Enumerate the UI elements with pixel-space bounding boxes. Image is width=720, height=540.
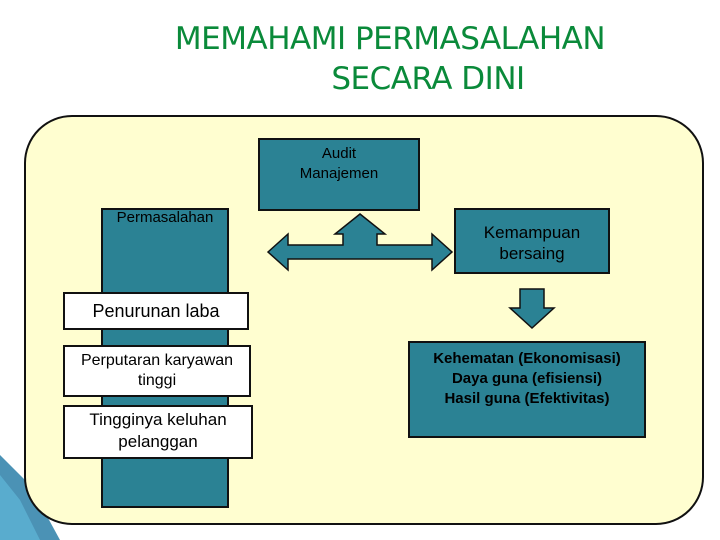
kemampuan-bersaing-box [454,208,610,274]
kemampuan-line1: Kemampuan [483,223,581,242]
penurunan-laba-box: Penurunan laba [63,292,249,330]
slide-title-line2: SECARA DINI [331,61,525,97]
kehematan-line2: Daya guna (efisiensi) [451,370,603,387]
keluhan-pelanggan-box [63,405,253,459]
kehematan-line1: Kehematan (Ekonomisasi) [433,350,621,367]
audit-line2: Manajemen [299,165,379,182]
down-arrow [508,288,556,330]
three-way-arrow [268,212,453,282]
permasalahan-label: Permasalahan [116,209,214,226]
audit-line1: Audit [321,145,357,162]
keluhan-line2: pelanggan [118,432,198,451]
kemampuan-line2: bersaing [499,244,565,263]
keluhan-line1: Tingginya keluhan [89,410,227,429]
perputaran-line2: tinggi [137,372,177,389]
kehematan-box [408,341,646,438]
perputaran-karyawan-box [63,345,251,397]
kehematan-line3: Hasil guna (Efektivitas) [444,390,610,407]
audit-manajemen-box [258,138,420,211]
slide-title-line1: MEMAHAMI PERMASALAHAN [174,21,606,57]
perputaran-line1: Perputaran karyawan [80,352,234,369]
